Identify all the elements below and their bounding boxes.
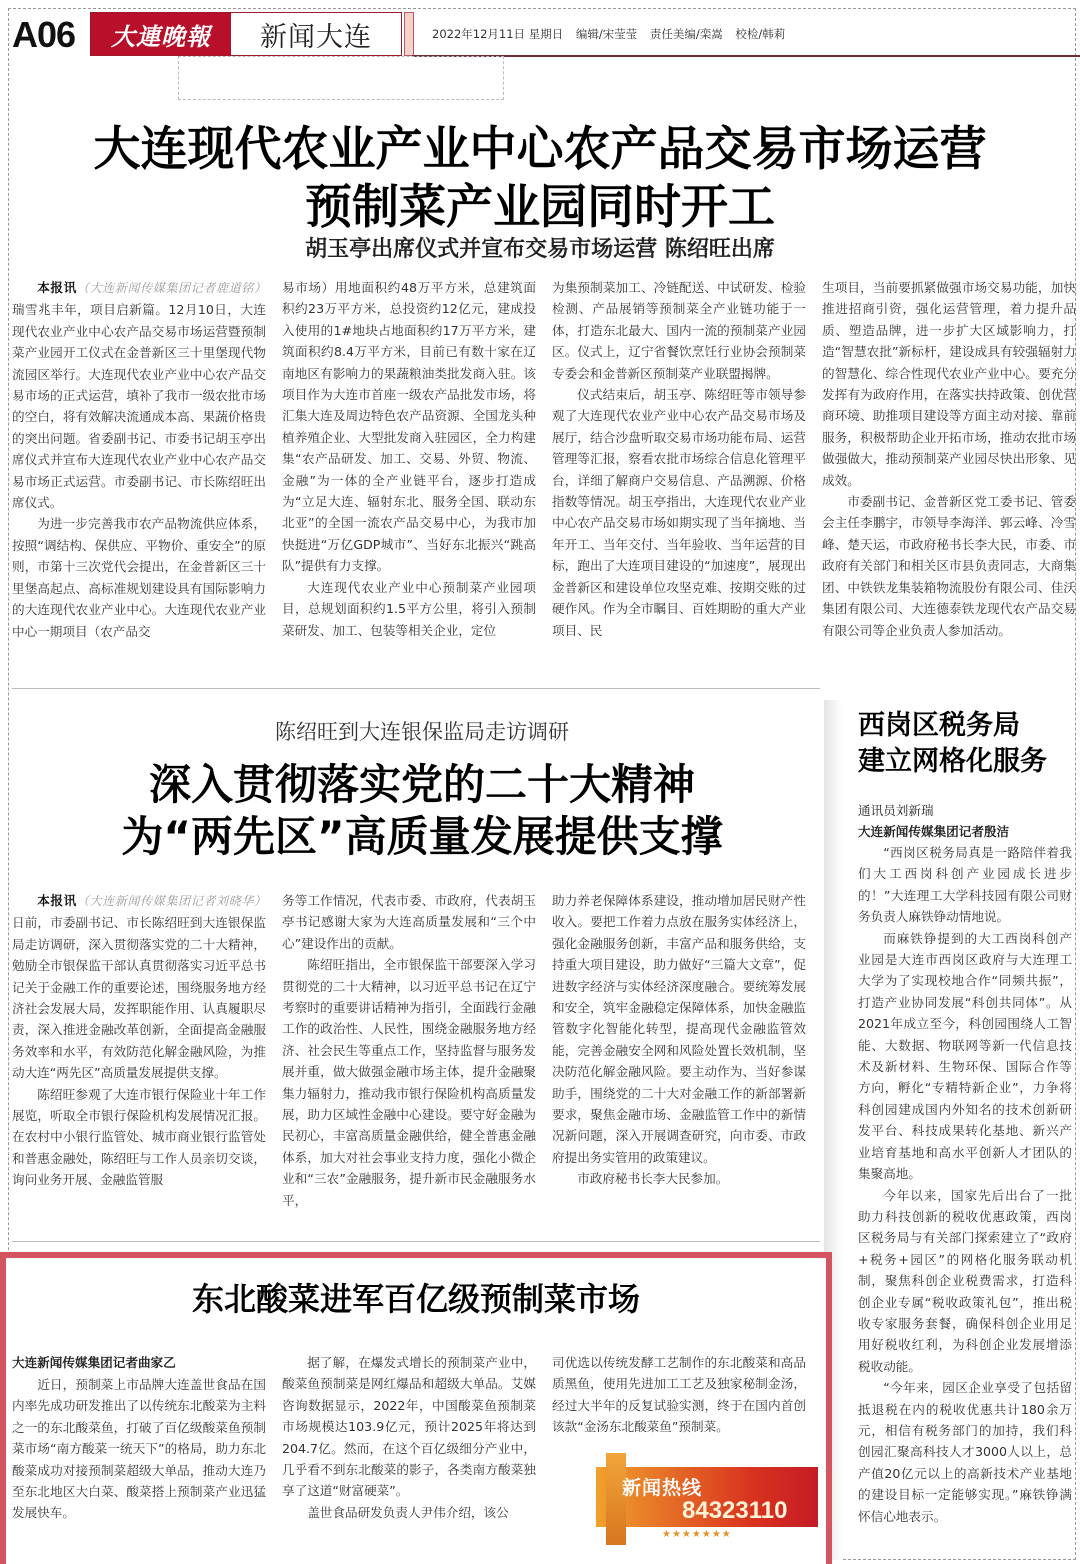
sidebar-title [858, 708, 1047, 780]
empty-ad-slot [178, 56, 504, 100]
article2-column [12, 890, 266, 1220]
article2-title-line2: 为“两先区”高质量发展提供支撑 [121, 812, 723, 861]
article1-title-line2: 预制菜产业园同时开工 [305, 180, 775, 235]
sidebar-article [824, 700, 1072, 1560]
paper-name: 大連晚報 [91, 13, 231, 55]
paragraph: 瑞雪兆丰年，项目启新篇。12月10日，大连现代农业产业中心农产品交易市场运营暨预制菜产业园开工仪式在金普新区三十里堡现代物流园区举行。大连现代农业产业中心农产品交易市场的正式运营，填补了我市一级农批市场的空白，将有效解决流通成本高、果蔬价格贵的突出问题。省委副书记、市委书记胡玉亭出席仪式并宣布大连现代农业产业中心农产品交易市场正式运营。市委副书记、市长陈绍旺出席仪式。 [12, 302, 266, 511]
sidebar-bylines [858, 800, 1009, 843]
paragraph: “今年来，园区企业享受了包括留抵退税在内的税收优惠共计180余万元，相信有税务部门的加持，我们科创园汇聚高科技人才3000人以上，总产值20亿元以上的高新技术产业基地的建设目标一定能够实现。”麻铁铮满怀信心地表示。 [858, 1380, 1072, 1524]
paragraph: 为集预制菜加工、冷链配送、中试研发、检验检测、产品展销等预制菜全产业链功能于一体，打造东北最大、国内一流的预制菜产业园区。仪式上，辽宁省餐饮烹饪行业协会预制菜专委会和金普新区预制菜产业联盟揭牌。 [552, 280, 806, 381]
masthead-rule [412, 55, 1080, 57]
article2-column [282, 890, 536, 1220]
article1-column [822, 277, 1076, 657]
paragraph: 司优选以传统发酵工艺制作的东北酸菜和高品质黑鱼，使用先进加工工艺及独家秘制金汤，经过大半年的反复试验实测，终于在国内首创该款“金汤东北酸菜鱼”预制菜。 [552, 1355, 806, 1435]
issue-date: 2022年12月11日 星期日 [432, 27, 564, 41]
page-number: A06 [12, 14, 76, 55]
paragraph: 大连现代农业产业中心预制菜产业园项目，总规划面积约1.5平方公里，将引入预制菜研发、加工、包装等相关企业，定位 [282, 579, 536, 638]
article2-byline: （大连新闻传媒集团记者刘晓华） [76, 894, 266, 908]
article1-column [282, 277, 536, 657]
section-name: 新闻大连 [231, 13, 401, 55]
star-icons: ★★★★★★★ [662, 1529, 732, 1540]
paragraph: 仪式结束后，胡玉亭、陈绍旺等市领导参观了大连现代农业产业中心农产品交易市场及展厅，结合沙盘听取交易市场功能布局、运营管理等汇报，察看农批市场综合信息化管理平台，详细了解商户交易信息、产品溯源、价格指数等情况。胡玉亭指出，大连现代农业产业中心农产品交易市场如期实现了当年摘地、当年开工、当年交付、当年验收、当年运营的目标，跑出了大连项目建设的“加速度”，展现出金普新区和建设单位攻坚克难、按期交账的过硬作风。作为全市瞩目、百姓期盼的重大产业项目、民 [552, 387, 806, 638]
paragraph: 为进一步完善我市农产品物流供应体系，按照“调结构、保供应、平物价、重安全”的原则，市第十三次党代会提出，在金普新区三十里堡高起点、高标准规划建设具有国际影响力的大连现代农业产业中心。大连现代农业产业中心一期项目（农产品交 [12, 516, 266, 639]
hotline-number: 84323110 [682, 1497, 788, 1524]
editor: 编辑/宋莹莹 [575, 27, 638, 41]
paragraph: 市委副书记、金普新区党工委书记、管委会主任李鹏宇，市领导李海洋、郭云峰、冷雪峰、楚天运，市政府秘书长李大民，市委、市政府有关部门和相关区市县负责同志，大商集团、中铁铁龙集装箱物流股份有限公司、佳沃集团有限公司、大连德泰铁龙现代农产品交易有限公司等企业负责人参加活动。 [822, 494, 1076, 638]
article3-column [282, 1352, 536, 1524]
paragraph: 据了解，在爆发式增长的预制菜产业中，酸菜鱼预制菜是网红爆品和超级大单品。艾媒咨询数据显示，2022年，中国酸菜鱼预制菜市场规模达103.9亿元，预计2025年将达到204.7亿。然而，在这个百亿级细分产业中，几乎看不到东北酸菜的影子，各类南方酸菜独享了这道“财富硬菜”。 [282, 1355, 536, 1499]
news-hotline-badge [596, 1453, 818, 1545]
paragraph: 而麻铁铮提到的大工西岗科创产业园是大连市西岗区政府与大连理工大学为了实现校地合作“同频共振”，打造产业协同发展“科创共同体”。从2021年成立至今，科创园围绕人工智能、大数据、物联网等新一代信息技术及新材料、生物环保、国际合作等方向，孵化“专精特新企业”，力争将科创园建成国内外知名的技术创新研发平台、科技成果转化基地、新兴产业培育基地和高水平创新人才团队的集聚高地。 [858, 930, 1072, 1182]
sidebar-byline2: 大连新闻传媒集团记者殷洁 [858, 824, 1010, 840]
hotline-label: 新闻热线 [622, 1477, 703, 1499]
masthead [12, 12, 1072, 58]
article2-column [552, 890, 806, 1220]
article3-column [12, 1374, 266, 1524]
paragraph: 今年以来，国家先后出台了一批助力科技创新的税收优惠政策，西岗区税务局与有关部门探索建立了“政府+税务+园区”的网格化服务联动机制，聚焦科创企业税费需求，打造科创企业专属“税收政策礼包”，推出税收专家服务套餐，确保科创企业用足用好税收红利，为科创企业发展增添税收动能。 [858, 1187, 1072, 1374]
lead-label: 本报讯 [37, 280, 77, 295]
sidebar-title-line1: 西岗区税务局 [858, 710, 1020, 741]
article2-title-line1: 深入贯彻落实党的二十大精神 [148, 760, 695, 809]
paragraph: 生项目，当前要抓紧做强市场交易功能，加快推进招商引资，强化运营管理，着力提升品质、塑造品牌，进一步扩大区域影响力，打造“智慧农批”新标杆，建设成具有较强辐射力的智慧化、综合性现代农业产业中心。要充分发挥有为政府作用，在落实扶持政策、创优营商环境、助推项目建设等方面主动对接、靠前服务，积极帮助企业开拓市场，推动农批市场做强做大，推动预制菜产业园尽快出形象、见成效。 [822, 280, 1076, 488]
article1-column [552, 277, 806, 657]
sidebar-title-line2: 建立网格化服务 [858, 746, 1047, 777]
lead-label: 本报讯 [37, 893, 77, 908]
proofreader: 校检/韩莉 [735, 27, 786, 41]
page-meta [432, 26, 794, 42]
paragraph: “西岗区税务局真是一路陪伴着我们大工西岗科创产业园成长进步的！”大连理工大学科技园有限公司财务负责人麻铁铮动情地说。 [858, 845, 1072, 925]
paragraph: 务等工作情况，代表市委、市政府，代表胡玉亭书记感谢大家为大连高质量发展和“三个中心”建设作出的贡献。 [282, 893, 536, 951]
section-divider [12, 688, 820, 689]
article1-body [12, 277, 1080, 657]
sidebar-byline1: 通讯员刘新瑞 [858, 803, 934, 818]
paragraph: 陈绍旺参观了大连市银行保险业十年工作展览，听取全市银行保险机构发展情况汇报。在农村中小银行监管处、城市商业银行监管处和普惠金融处，陈绍旺与工作人员亲切交谈，询问业务开展、金融监管服 [12, 1086, 266, 1188]
paragraph: 陈绍旺指出，全市银保监干部要深入学习贯彻党的二十大精神，以习近平总书记在辽宁考察时的重要讲话精神为指引，全面践行金融工作的政治性、人民性，围绕金融服务地方经济、社会民生等重点工作，坚持监督与服务发展并重，做大做强金融市场主体，提升金融聚集力辐射力，推动我市银行保险机构高质量发展，助力区域性金融中心建设。要守好金融为民初心，丰富高质量金融供给，健全普惠金融体系，加大对社会事业支持力度，强化小微企业和“三农”金融服务，提升新市民金融服务水平， [282, 957, 536, 1208]
article2-body [12, 890, 822, 1220]
sidebar-body [858, 842, 1072, 1527]
article1-column [12, 277, 266, 657]
paragraph: 盖世食品研发负责人尹伟介绍，该公 [307, 1504, 509, 1520]
section-divider [12, 1241, 820, 1242]
article1-subtitle: 胡玉亭出席仪式并宣布交易市场运营 陈绍旺出席 [305, 237, 775, 262]
sidebar-column [858, 842, 1072, 1527]
page-fold-icon [404, 12, 414, 56]
paragraph: 易市场）用地面积约48万平方米，总建筑面积约23万平方米，总投资约12亿元，建成投入使用的1#地块占地面积约17万平方米，建筑面积约8.4万平方米，目前已有数十家在辽南地区有影响力的果蔬粮油类批发商入驻。该项目作为大连市首座一级农产品批发市场，将汇集大连及周边特色农产品资源、全国龙头种植养殖企业、大型批发商入驻园区，全力构建集“农产品研发、加工、交易、外贸、物流、金融”为一体的全产业链平台，逐步打造成为“立足大连、辐射东北、服务全国、联动东北亚”的全国一流农产品交易中心，为我市加快挺进“万亿GDP城市”、当好东北振兴“跳高队”提供有力支撑。 [282, 280, 536, 574]
paragraph: 近日，预制菜上市品牌大连盖世食品在国内率先成功研发推出了以传统东北酸菜为主料之一的东北酸菜鱼，打破了百亿级酸菜鱼预制菜市场“南方酸菜一统天下”的格局，助力东北酸菜成功对接预制菜超级大单品，推动大连乃至东北地区大白菜、酸菜搭上预制菜产业迅猛发展快车。 [12, 1377, 266, 1521]
paragraph: 助力养老保障体系建设，推动增加居民财产性收入。要把工作着力点放在服务实体经济上，强化金融服务创新，丰富产品和服务供给，支持重大项目建设，助力做好“三篇大文章”，促进数字经济与实体经济深度融合。要统筹发展和安全，筑牢金融稳定保障体系，加快金融监管数字化智能化转型，提高现代金融监管效能，完善金融安全网和风险处置长效机制，坚决防范化解金融风险。要主动作为、当好参谋助手，围绕党的二十大对金融工作的新部署新要求，聚焦金融市场、金融监管工作中的新情况新问题，深入开展调查研究，向市委、市政府提出务实管用的政策建议。 [552, 893, 806, 1165]
newspaper-logo [90, 12, 402, 56]
paragraph: 市政府秘书长李大民参加。 [577, 1171, 729, 1187]
article1-title-line1: 大连现代农业产业中心农产品交易市场运营 [93, 122, 987, 177]
article1-byline: （大连新闻传媒集团记者鹿道铭） [76, 281, 266, 295]
article3-title: 东北酸菜进军百亿级预制菜市场 [191, 1280, 640, 1318]
article3-byline: 大连新闻传媒集团记者曲家乙 [12, 1355, 176, 1370]
art-editor: 责任美编/栾嵩 [649, 27, 723, 41]
article2-kicker: 陈绍旺到大连银保监局走访调研 [275, 720, 569, 744]
paragraph: 日前，市委副书记、市长陈绍旺到大连银保监局走访调研，深入贯彻落实党的二十大精神，勉励全市银保监干部认真贯彻落实习近平总书记关于金融工作的重要论述，围绕服务地方经济社会发展大局，发挥职能作用、认真履职尽责，深入推进金融改革创新，全面提高金融服务效率和水平，有效防范化解金融风险，为推动大连“两先区”高质量发展提供支撑。 [12, 915, 266, 1081]
